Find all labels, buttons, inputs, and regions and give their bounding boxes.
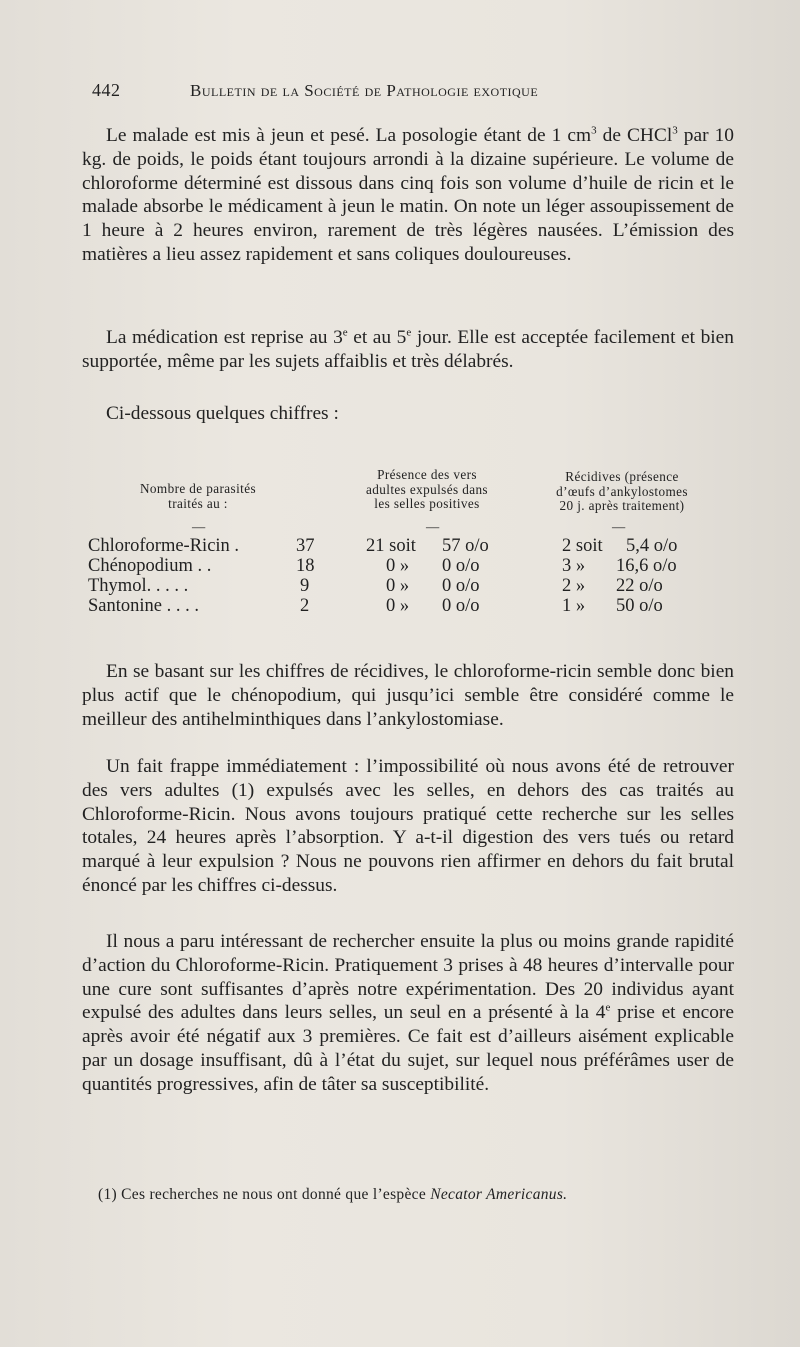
- row-presence-count: 0 »: [386, 576, 410, 596]
- row-recidive-pct: 22 o/o: [616, 576, 663, 596]
- row-presence-pct: 57 o/o: [442, 536, 489, 556]
- p6-part-a: Il nous a paru intéressant de rechercher ensuite la plus ou moins grande rapidité d’action du Chloroforme-Ricin. Pratiquement 3 prises à 48 heures d’intervalle pour une cure sont suffisantes d’après notre expérimentation. Des 20 individus ayant expulsé des adultes dans leurs selles, un seul en a présenté à la 4: [82, 931, 734, 1024]
- row-presence-pct: 0 o/o: [442, 576, 480, 596]
- row-treatment: Chloroforme-Ricin .: [88, 536, 240, 556]
- p2-sup-1: e: [342, 326, 348, 339]
- p2-part-a: La médication est reprise au 3: [106, 327, 343, 348]
- col2-header-line3: les selles positives: [374, 496, 480, 511]
- row-recidive-count: 1 »: [562, 596, 586, 616]
- p6-sup: e: [605, 1001, 611, 1014]
- row-recidive-pct: 5,4 o/o: [626, 536, 678, 556]
- row-presence-count: 0 »: [386, 556, 410, 576]
- paragraph-medication: [82, 326, 734, 374]
- col3-header-line1: Récidives (présence: [565, 469, 679, 484]
- row-recidive-count: 2 soit: [562, 536, 603, 556]
- p1-sup-1: 3: [591, 124, 597, 137]
- paragraph-dosage: [82, 124, 734, 267]
- running-header: [92, 80, 652, 101]
- col1-dash: —: [192, 519, 206, 534]
- row-recidive-pct: 16,6 o/o: [616, 556, 677, 576]
- p3-text: Ci-dessous quelques chiffres :: [106, 403, 339, 424]
- col2-header-line2: adultes expulsés dans: [366, 481, 488, 497]
- results-table: [88, 468, 728, 618]
- paragraph-comparison: [82, 660, 734, 731]
- paragraph-observation: [82, 755, 734, 898]
- col2-dash: —: [426, 519, 440, 534]
- table-header-col2: [332, 468, 522, 512]
- footnote-text: (1) Ces recherches ne nous ont donné que l’espèce: [98, 1186, 431, 1203]
- table-row: [88, 536, 728, 557]
- p1-sup-2: 3: [672, 124, 678, 137]
- footnote: [98, 1186, 738, 1204]
- p1-part-c: par 10 kg. de poids, le poids étant toujours arrondi à la dizaine supérieure. Le volume de chloroforme déterminé est dissous dans cinq fois son volume d’huile de ricin et le malade absorbe le médicament à jeun le matin. On note un léger assoupissement de 1 heure à 2 heures environ, rarement de très légères nausées. L’émission des matières a lieu assez rapidement et sans coliques douloureuses.: [82, 125, 734, 265]
- col1-header-line2: traités au :: [168, 495, 228, 511]
- page-number: 442: [92, 80, 121, 100]
- row-recidive-pct: 50 o/o: [616, 596, 663, 616]
- p1-part-a: Le malade est mis à jeun et pesé. La posologie étant de 1 cm: [106, 125, 592, 146]
- p2-part-b: et au 5: [347, 327, 407, 348]
- col3-dash: —: [612, 519, 626, 534]
- col3-header-line3: 20 j. après traitement): [559, 498, 685, 513]
- p1-part-b: de CHCl: [596, 125, 673, 146]
- row-count: 18: [296, 556, 315, 576]
- col2-header-line1: Présence des vers: [377, 467, 477, 482]
- paragraph-intro-figures: [82, 402, 734, 426]
- row-count: 2: [300, 596, 310, 616]
- row-presence-pct: 0 o/o: [442, 596, 480, 616]
- row-presence-pct: 0 o/o: [442, 556, 480, 576]
- table-row: [88, 596, 728, 617]
- row-treatment: Santonine . . . .: [88, 596, 199, 616]
- p4-text: En se basant sur les chiffres de récidives, le chloroforme-ricin semble donc bien plus actif que le chénopodium, qui jusqu’ici semble être considéré comme le meilleur des antihelminthiques dans l’ankylostomiase.: [82, 661, 734, 730]
- row-recidive-count: 3 »: [562, 556, 586, 576]
- p2-sup-2: e: [406, 326, 412, 339]
- journal-title: Bulletin de la Société de Pathologie exotique: [190, 81, 539, 100]
- p6-part-b: prise et encore après avoir été négatif aux 3 premières. Ce fait est d’ailleurs aisément explicable par un dosage insuffisant, dû à l’état du sujet, sur lequel nous préférâmes user de quantités progressives, afin de tâter sa susceptibilité.: [82, 1002, 734, 1095]
- row-treatment: Thymol. . . . .: [88, 576, 189, 596]
- p2-part-c: jour. Elle est acceptée facilement et bien supportée, même par les sujets affaiblis et très délabrés.: [82, 327, 734, 372]
- paragraph-rapidity: [82, 930, 734, 1097]
- row-presence-count: 0 »: [386, 596, 410, 616]
- table-header-col3: [532, 470, 712, 514]
- table-row: [88, 556, 728, 577]
- row-count: 9: [300, 576, 310, 596]
- row-presence-count: 21 soit: [366, 536, 416, 556]
- row-treatment: Chénopodium . .: [88, 556, 212, 576]
- row-count: 37: [296, 536, 315, 556]
- row-recidive-count: 2 »: [562, 576, 586, 596]
- p5-text: Un fait frappe immédiatement : l’impossibilité où nous avons été de retrouver des vers adultes (1) expulsés avec les selles, en dehors des cas traités au Chloroforme-Ricin. Nous avons toujours pratiqué cette recherche sur les selles totales, 24 heures après l’absorption. Y a-t-il digestion des vers tués ou retard marqué à leur expulsion ? Nous ne pouvons rien affirmer en dehors du fait brutal énoncé par les chiffres ci-dessus.: [82, 756, 734, 896]
- table-header-col1: [108, 482, 288, 511]
- col1-header-line1: Nombre de parasités: [140, 481, 256, 496]
- table-row: [88, 576, 728, 597]
- col3-header-line2: d’œufs d’ankylostomes: [556, 483, 688, 499]
- footnote-species: Necator Americanus.: [430, 1186, 568, 1203]
